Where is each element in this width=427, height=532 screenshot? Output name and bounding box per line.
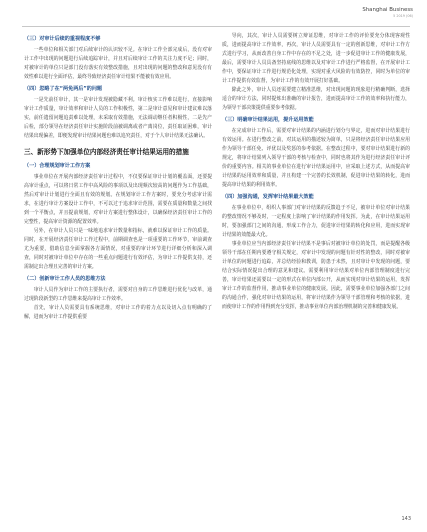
section-subheading: （三）明确审计结果运用，提升运用效能	[222, 117, 314, 123]
body-paragraph: 导向，其次，审计人员需要树立辩证思维，对审计工作的评价要充分体现客观性质，进而提高审计工作效率，再次，审计人员需要具有一定的创新思维，对审计工作方式进行学习，从而改善自身工作中存在的不足之处，进一步促进审计工作的健康发展，最后，需要审计人员具备坚持底线的思维以及对审计工作进行严格监督，在开展审计工作中，要保证审计工作进行规范化处理，实现对重大风险的有效防控，同时为单位的审计工作提供有效监督，为审计工作的有效开展打好基础。	[222, 33, 410, 84]
body-paragraph: 一些单位和相关部门对后续审计的认识较不足。在审计工作全部完成后，没有对审计工作中出现的问题进行后续追踪审计，并且对后续审计工作的关注力度不足；同时，对被审计的单位只是部门没有落实有效整改措施，且对出现的问题的整改和意见没有有效性难以进行全面评估，最终导致经济责任审计结果不能被有效应用。	[24, 47, 212, 80]
body-paragraph: 首先，审计人员需要具有系统思维，对审计工作的着力点以及切入点有明确的了解，进而为审计工作提供重要	[24, 305, 212, 320]
left-text-column	[24, 32, 212, 322]
right-text-column	[222, 32, 410, 312]
section-subheading: （一）合理规划审计工作方案	[24, 163, 91, 169]
section-subheading: （四）忽略了在“两免两后”的问题	[24, 86, 103, 92]
body-paragraph: 一是先前任审计，其一是审计发现被隐藏不利。审计核实工作难以进行，直接影响审计工作质量，审计效率和审计人员的工作积极性，第二是审计意见和审计建议难以落实，前任遗留问题追责难以处理，未采取有效措施，无法调动继任者积极性，二是先产后检，部分领导在经济责任审计实施阶段前被调离或者产离岗位，责任取证困难，审计结果出现偏差，即便发现审计结果问题也难以追究责任，对于个人审计结果无法确认。	[24, 97, 212, 139]
body-paragraph: 审计人员作为审计工作的主要执行者，需要对自身的工作思维进行优化与改革，通过现阶段新型的工作思维来提高审计工作效率。	[24, 287, 212, 302]
section-subheading: （三）对审计后续的重视程度不够	[24, 36, 101, 42]
body-paragraph: 在事业单位中，组织人事部门对审计结果的反馈趋于不足，被审计单位对审计结果的整改情况不够及时，一定程度上影响了审计结果的作用发挥。为此，在审计结果运用时，要加强部门之间的沟通，形成工作合力，促进审计结果的转化和应用，进而实现审计结果的效能最大化。	[222, 205, 410, 238]
issue-info: 5 2019 (06)	[393, 14, 413, 19]
body-paragraph: 事业单位在开展内部经济责任审计过程中，不仅要保证审计计划的覆盖面，还要提高审计重点，可以将日常工作中高风险的事项以及出现频次较高的问题作为工作基础，然后对审计计划进行全面且有效的规划。在规划审计工作方案时，要充分考虑审计需求，在进行审计方案设计工作中，不可以过于追求审计范围，需要在质量和数量之间找到一个平衡点，并且提前规划，对审计方案进行整体设计，以确保经济责任审计工作的完整性，提高审计资源的配置效率。	[24, 174, 212, 225]
body-paragraph: 事业单位应当内部经济责任审计结果不是事后对被审计单位的处罚，而是提醒各级领导干部在任期内要遵守相关规定，对审计中发现的问题有针对性的整改，同时对被审计单位的问题进行追踪，并总结经验和教训，防患于未然，且对审计中发现的问题，要结合实际情况提出合理的意见和建议。需要利用审计结果对单位内部管理制度进行完善，审计结果还需要以一定的形式在单位内部公开，从而实现对审计结果的运用，发挥审计工作的监督作用，推动事业单位的健康发展。因此，需要事业单位加强各部门之间的沟通合作，强化对审计结果的运用，将审计结果作为领导干部管理和考核的依据，进而使审计工作的作用得到充分发挥，推动事业单位内部治理机制的完善和健康发展。	[222, 241, 410, 310]
page-number: 143	[401, 516, 411, 522]
header-divider	[22, 26, 410, 27]
section-heading: 三、新形势下加强单位内部经济责任审计结果运用的措施	[24, 148, 189, 156]
body-paragraph: 在完成审计工作后，需要对审计结果的内涵进行划分与界定，进而对审计结果进行有效运用。在进行整改之前，对其运用的描述较为简单，只是将经济责任审计结果应用作为领导干部任免、评优以及奖惩的参考依据。在整改过程中，要对审计结果进行新的规定，将审计结果列入领导干部的考核与检查中，同时也将其作为进行经济责任审计评价的重要内容。相关的事业单位在进行审计结果运用中，应采取上述方式，从而提高审计结果的运用效率和质量，并且构建一个完善的长效机制，促进审计结果的转化，进而提高审计结果的利用效率。	[222, 128, 410, 188]
section-subheading: （二）创新审计工作人员的思维方法	[24, 276, 106, 282]
magazine-title: Shanghai Business	[362, 7, 413, 13]
body-paragraph: 另外，在审计人员只是一味地追求审计数量和指标，就难以保证审计工作的质量。同时，在开展经济责任审计工作过程中，前期调查也是一项重要的工作环节，审前调查尤为重要，借助信息全面掌握各方面情况，对重要的审计环节进行详细分析和深入调查，同时对被审计单位中存在的一些重点问题进行有效评估，为审计工作提供支持，还需制定出合理且完善的审计方案。	[24, 228, 212, 270]
section-subheading: （四）加强沟通，发挥审计结果最大效能	[222, 194, 314, 200]
page-header	[362, 8, 413, 19]
body-paragraph: 除此之外，审计人员还需要建立精准思维，对出现问题的现象进行精确判断，选择适合的审计方法，同时提炼出准确的审计报告，进而提高审计工作的效率和执行能力，为领导干部决策提供重要参考依据。	[222, 87, 410, 111]
